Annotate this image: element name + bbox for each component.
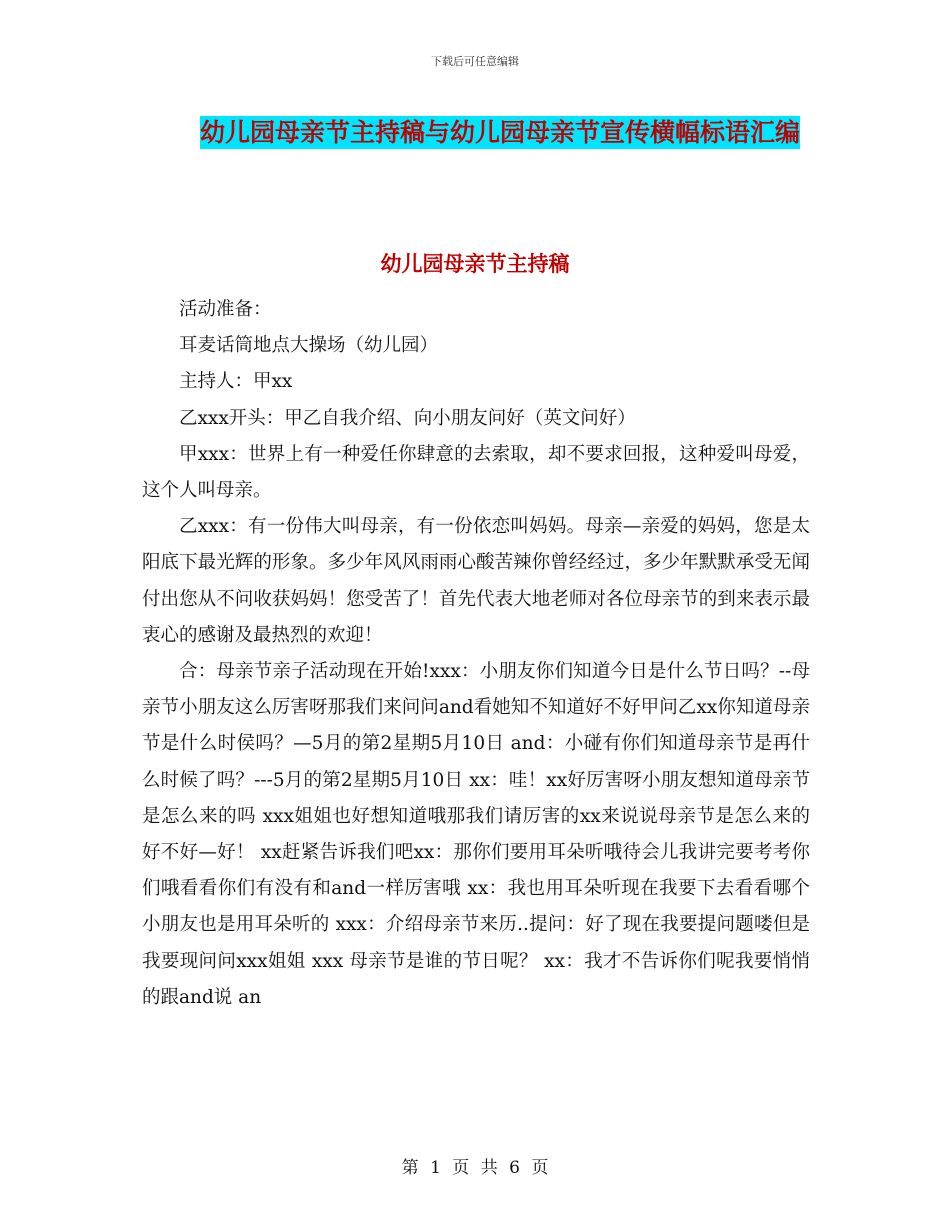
document-title (175, 110, 825, 156)
header-note: 下载后可任意编辑 (431, 55, 519, 68)
paragraph: 活动准备： (179, 299, 272, 320)
paragraph: 乙xxx：有一份伟大叫母亲，有一份依恋叫妈妈。母亲—亲爱的妈妈，您是太阳底下最光辉的形象。多少年风风雨雨心酸苦辣你曾经经过，多少年默默承受无闻付出您从不问收获妈妈！您受苦了！首先代表大地老师对各位母亲节的到来表示最衷心的感谢及最热烈的欢迎！ (142, 516, 810, 646)
paragraph: 甲xxx：世界上有一种爱任你肆意的去索取，却不要求回报，这种爱叫母爱，这个人叫母亲。 (142, 443, 810, 502)
section-title: 幼儿园母亲节主持稿 (380, 252, 570, 276)
paragraph: 耳麦话筒地点大操场（幼儿园） (179, 335, 439, 357)
paragraph: 乙xxx开头：甲乙自我介绍、向小朋友问好（英文问好） (179, 407, 636, 429)
document-title-text: 幼儿园母亲节主持稿与幼儿园母亲节宣传横幅标语汇编 (199, 118, 800, 147)
paragraph: 合：母亲节亲子活动现在开始!xxx：小朋友你们知道今日是什么节日吗？--母亲节小朋友这么厉害呀那我们来问问and看她知不知道好不好甲问乙xx你知道母亲节是什么时侯吗？—5月的第2星期5月10日 and：小碰有你们知道母亲节是再什么时候了吗？---5月的第2星期5月10日 xx：哇！xx好厉害呀小朋友想知道母亲节是怎么来的吗 xxx姐姐也好想知道哦那我们请厉害的xx来说说母亲节是怎么来的好不好—好！ xx赶紧告诉我们吧xx：那你们要用耳朵听哦待会儿我讲完要考考你们哦看看你们有没有和and一样厉害哦 xx：我也用耳朵听现在我要下去看看哪个小朋友也是用耳朵听的 xxx：介绍母亲节来历..提问：好了现在我要提问题喽但是我要现问问xxx姐姐 xxx 母亲节是谁的节日呢？ xx：我才不告诉你们呢我要悄悄的跟and说 an (142, 661, 810, 1008)
document-body (142, 292, 810, 1016)
page-footer: 第 1 页 共 6 页 (401, 1158, 549, 1178)
paragraph: 主持人：甲xx (179, 371, 293, 393)
